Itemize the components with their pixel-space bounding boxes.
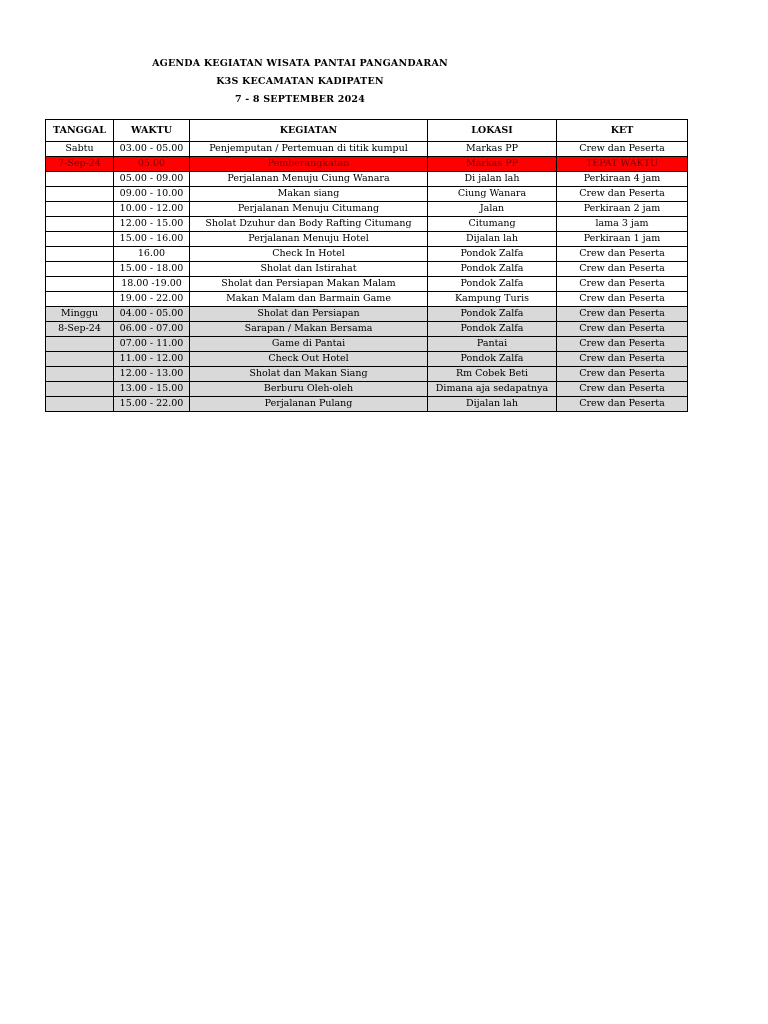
col-header-ket: KET bbox=[557, 120, 688, 142]
cell-kegiatan: Sholat Dzuhur dan Body Rafting Citumang bbox=[190, 217, 428, 232]
cell-kegiatan: Makan Malam dan Barmain Game bbox=[190, 292, 428, 307]
cell-waktu: 12.00 - 15.00 bbox=[114, 217, 190, 232]
table-row bbox=[46, 397, 688, 412]
cell-ket: Crew dan Peserta bbox=[557, 352, 688, 367]
cell-waktu: 13.00 - 15.00 bbox=[114, 382, 190, 397]
cell-ket: Crew dan Peserta bbox=[557, 322, 688, 337]
cell-waktu: 09.00 - 10.00 bbox=[114, 187, 190, 202]
cell-lokasi: Dijalan lah bbox=[428, 232, 557, 247]
cell-lokasi: Pantai bbox=[428, 337, 557, 352]
cell-tanggal bbox=[46, 172, 114, 187]
table-header-row bbox=[46, 120, 688, 142]
cell-waktu: 16.00 bbox=[114, 247, 190, 262]
cell-waktu: 04.00 - 05.00 bbox=[114, 307, 190, 322]
cell-waktu: 10.00 - 12.00 bbox=[114, 202, 190, 217]
cell-waktu: 07.00 - 11.00 bbox=[114, 337, 190, 352]
cell-ket: Crew dan Peserta bbox=[557, 292, 688, 307]
cell-ket: Perkiraan 1 jam bbox=[557, 232, 688, 247]
cell-tanggal: Minggu bbox=[46, 307, 114, 322]
cell-lokasi: Pondok Zalfa bbox=[428, 247, 557, 262]
cell-ket: TEPAT WAKTU bbox=[557, 157, 688, 172]
cell-kegiatan: Pemberangkatan bbox=[190, 157, 428, 172]
cell-kegiatan: Perjalanan Menuju Hotel bbox=[190, 232, 428, 247]
cell-ket: Crew dan Peserta bbox=[557, 382, 688, 397]
cell-lokasi: Pondok Zalfa bbox=[428, 352, 557, 367]
agenda-table-body bbox=[46, 142, 688, 412]
cell-tanggal bbox=[46, 247, 114, 262]
cell-ket: Crew dan Peserta bbox=[557, 187, 688, 202]
cell-lokasi: Di jalan lah bbox=[428, 172, 557, 187]
table-row bbox=[46, 277, 688, 292]
table-row bbox=[46, 232, 688, 247]
cell-ket: Perkiraan 4 jam bbox=[557, 172, 688, 187]
table-row bbox=[46, 292, 688, 307]
cell-waktu: 19.00 - 22.00 bbox=[114, 292, 190, 307]
cell-lokasi: Jalan bbox=[428, 202, 557, 217]
cell-waktu: 11.00 - 12.00 bbox=[114, 352, 190, 367]
table-row bbox=[46, 337, 688, 352]
cell-kegiatan: Sholat dan Istirahat bbox=[190, 262, 428, 277]
cell-kegiatan: Sholat dan Persiapan Makan Malam bbox=[190, 277, 428, 292]
cell-lokasi: Ciung Wanara bbox=[428, 187, 557, 202]
cell-lokasi: Pondok Zalfa bbox=[428, 307, 557, 322]
cell-kegiatan: Check In Hotel bbox=[190, 247, 428, 262]
cell-lokasi: Pondok Zalfa bbox=[428, 262, 557, 277]
cell-kegiatan: Perjalanan Pulang bbox=[190, 397, 428, 412]
agenda-table bbox=[45, 119, 688, 412]
cell-tanggal bbox=[46, 217, 114, 232]
cell-kegiatan: Sarapan / Makan Bersama bbox=[190, 322, 428, 337]
table-row bbox=[46, 187, 688, 202]
cell-ket: Crew dan Peserta bbox=[557, 142, 688, 157]
cell-tanggal bbox=[46, 292, 114, 307]
cell-waktu: 12.00 - 13.00 bbox=[114, 367, 190, 382]
cell-ket: Crew dan Peserta bbox=[557, 337, 688, 352]
cell-tanggal bbox=[46, 277, 114, 292]
table-row bbox=[46, 172, 688, 187]
cell-waktu: 15.00 - 22.00 bbox=[114, 397, 190, 412]
cell-kegiatan: Game di Pantai bbox=[190, 337, 428, 352]
cell-tanggal: 8-Sep-24 bbox=[46, 322, 114, 337]
cell-tanggal: Sabtu bbox=[46, 142, 114, 157]
table-row bbox=[46, 202, 688, 217]
cell-kegiatan: Penjemputan / Pertemuan di titik kumpul bbox=[190, 142, 428, 157]
cell-kegiatan: Makan siang bbox=[190, 187, 428, 202]
cell-ket: Crew dan Peserta bbox=[557, 277, 688, 292]
cell-lokasi: Markas PP bbox=[428, 157, 557, 172]
table-row bbox=[46, 322, 688, 337]
cell-tanggal bbox=[46, 397, 114, 412]
cell-tanggal bbox=[46, 352, 114, 367]
cell-tanggal: 7-Sep-24 bbox=[46, 157, 114, 172]
cell-kegiatan: Berburu Oleh-oleh bbox=[190, 382, 428, 397]
cell-waktu: 06.00 - 07.00 bbox=[114, 322, 190, 337]
cell-ket: Crew dan Peserta bbox=[557, 367, 688, 382]
table-row bbox=[46, 352, 688, 367]
cell-tanggal bbox=[46, 262, 114, 277]
table-row bbox=[46, 382, 688, 397]
table-row bbox=[46, 157, 688, 172]
cell-kegiatan: Perjalanan Menuju Citumang bbox=[190, 202, 428, 217]
cell-tanggal bbox=[46, 367, 114, 382]
col-header-waktu: WAKTU bbox=[114, 120, 190, 142]
cell-kegiatan: Sholat dan Makan Siang bbox=[190, 367, 428, 382]
table-row bbox=[46, 142, 688, 157]
table-row bbox=[46, 367, 688, 382]
cell-tanggal bbox=[46, 337, 114, 352]
cell-kegiatan: Check Out Hotel bbox=[190, 352, 428, 367]
document-subtitle: K3S KECAMATAN KADIPATEN bbox=[216, 76, 384, 87]
table-row bbox=[46, 247, 688, 262]
cell-lokasi: Kampung Turis bbox=[428, 292, 557, 307]
cell-lokasi: Dimana aja sedapatnya bbox=[428, 382, 557, 397]
cell-waktu: 18.00 -19.00 bbox=[114, 277, 190, 292]
cell-kegiatan: Perjalanan Menuju Ciung Wanara bbox=[190, 172, 428, 187]
document-date: 7 - 8 SEPTEMBER 2024 bbox=[234, 94, 366, 105]
cell-tanggal bbox=[46, 202, 114, 217]
cell-ket: Crew dan Peserta bbox=[557, 262, 688, 277]
cell-lokasi: Pondok Zalfa bbox=[428, 277, 557, 292]
cell-ket: Crew dan Peserta bbox=[557, 247, 688, 262]
cell-waktu: 03.00 - 05.00 bbox=[114, 142, 190, 157]
cell-waktu: 05.00 bbox=[114, 157, 190, 172]
cell-lokasi: Markas PP bbox=[428, 142, 557, 157]
table-row bbox=[46, 262, 688, 277]
cell-ket: lama 3 jam bbox=[557, 217, 688, 232]
table-row bbox=[46, 307, 688, 322]
cell-lokasi: Pondok Zalfa bbox=[428, 322, 557, 337]
cell-waktu: 15.00 - 18.00 bbox=[114, 262, 190, 277]
cell-kegiatan: Sholat dan Persiapan bbox=[190, 307, 428, 322]
document-title: AGENDA KEGIATAN WISATA PANTAI PANGANDARAN bbox=[152, 58, 448, 69]
cell-tanggal bbox=[46, 382, 114, 397]
cell-ket: Perkiraan 2 jam bbox=[557, 202, 688, 217]
cell-lokasi: Citumang bbox=[428, 217, 557, 232]
cell-lokasi: Rm Cobek Beti bbox=[428, 367, 557, 382]
cell-waktu: 05.00 - 09.00 bbox=[114, 172, 190, 187]
cell-waktu: 15.00 - 16.00 bbox=[114, 232, 190, 247]
cell-ket: Crew dan Peserta bbox=[557, 397, 688, 412]
col-header-tanggal: TANGGAL bbox=[46, 120, 114, 142]
table-row bbox=[46, 217, 688, 232]
cell-tanggal bbox=[46, 187, 114, 202]
col-header-lokasi: LOKASI bbox=[428, 120, 557, 142]
cell-tanggal bbox=[46, 232, 114, 247]
cell-ket: Crew dan Peserta bbox=[557, 307, 688, 322]
col-header-kegiatan: KEGIATAN bbox=[190, 120, 428, 142]
cell-lokasi: Dijalan lah bbox=[428, 397, 557, 412]
